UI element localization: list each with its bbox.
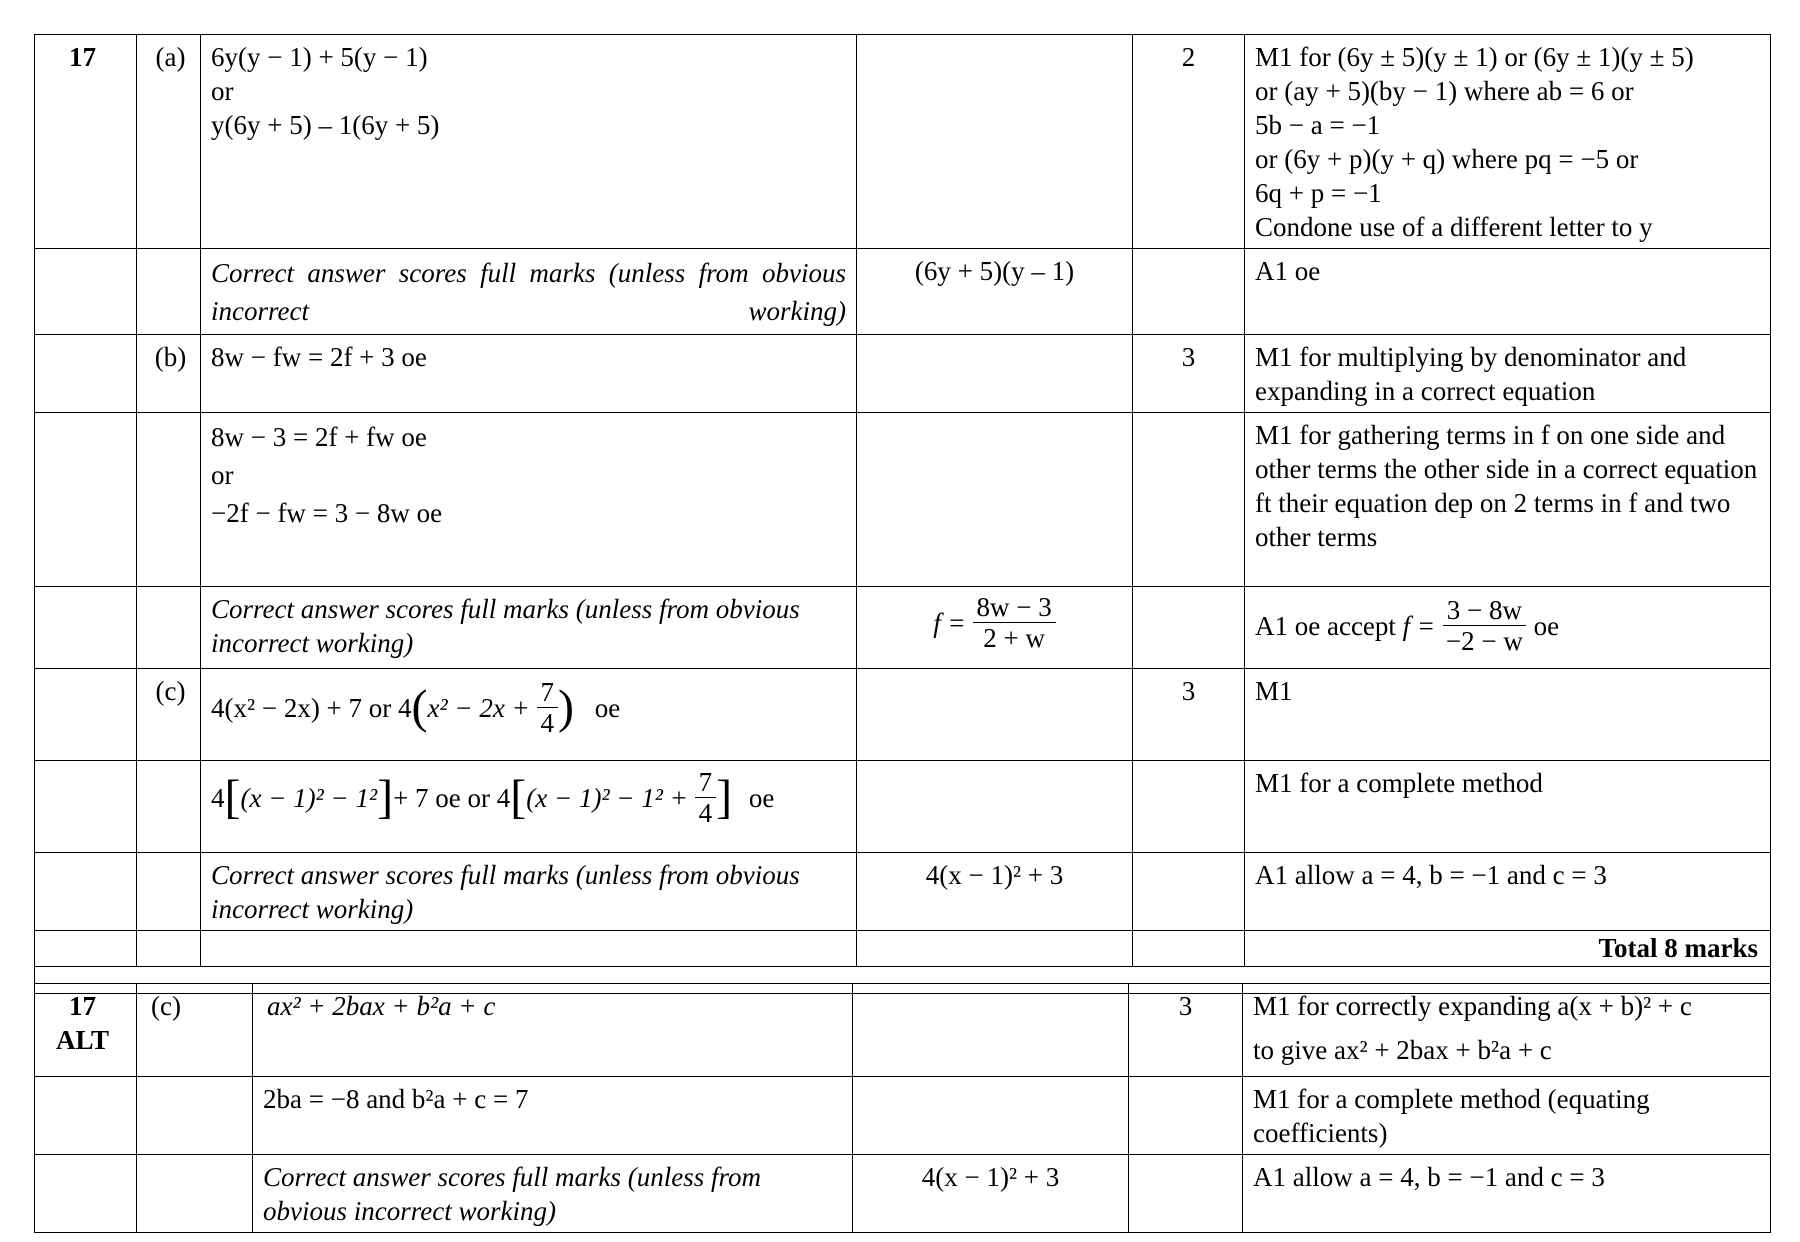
- mark-cell: 3: [1133, 669, 1245, 761]
- q17alt-row-answer: [35, 1155, 1771, 1233]
- q17b-row-answer: [35, 587, 1771, 669]
- working-or: or: [211, 76, 234, 106]
- total-marks: Total 8 marks: [1245, 931, 1771, 967]
- mark-cell: 2: [1133, 35, 1245, 249]
- q17-alt-mark-table: [34, 983, 1771, 1233]
- note-line: Condone use of a different letter to y: [1255, 212, 1653, 242]
- working-line: ax² + 2bax + b²a + c: [253, 984, 853, 1077]
- final-note: A1 allow a = 4, b = −1 and c = 3: [1243, 1155, 1771, 1233]
- final-note: A1 oe: [1245, 249, 1771, 335]
- final-suffix: oe: [1533, 610, 1560, 641]
- fraction-denominator: 4: [540, 708, 555, 738]
- working-cell: [201, 761, 857, 853]
- part-label: (c): [137, 669, 201, 761]
- note-line: M1 for (6y ± 5)(y ± 1) or (6y ± 1)(y ± 5): [1255, 42, 1694, 72]
- part-label: (c): [137, 984, 253, 1077]
- q17b-row-2: [35, 413, 1771, 587]
- working-cell: [201, 35, 857, 249]
- bracket-open: (: [411, 680, 428, 734]
- bracket-close: ): [558, 680, 575, 734]
- working-line: −2f − fw = 3 − 8w oe: [211, 498, 443, 528]
- answer-cell: [857, 587, 1133, 669]
- answer-value: (6y + 5)(y – 1): [857, 249, 1133, 335]
- note-line: to give ax² + 2bax + b²a + c: [1253, 1035, 1552, 1065]
- bracket-close: ]: [716, 770, 733, 824]
- working-cell: [201, 413, 857, 587]
- q17c-row-1: [35, 669, 1771, 761]
- correct-answer-text: Correct answer scores full marks (unless from obvious incorrect working): [201, 587, 857, 669]
- final-note: A1 allow a = 4, b = −1 and c = 3: [1245, 853, 1771, 931]
- working-line: 8w − fw = 2f + 3 oe: [201, 335, 857, 413]
- question-number-cell: [35, 984, 137, 1077]
- working-fraction: [537, 677, 559, 738]
- answer-lhs: f =: [933, 607, 966, 638]
- part-label: (b): [137, 335, 201, 413]
- fraction-denominator: −2 − w: [1445, 626, 1523, 656]
- note-line: M1: [1245, 669, 1771, 761]
- q17a-row-method: [35, 35, 1771, 249]
- fraction-numerator: 7: [695, 767, 717, 798]
- correct-answer-text: Correct answer scores full marks (unless from obvious incorrect working): [253, 1155, 853, 1233]
- notes-cell: [1245, 413, 1771, 587]
- fraction-numerator: 3 − 8w: [1443, 595, 1526, 626]
- bracket-open: [: [224, 770, 241, 824]
- answer-value: 4(x − 1)² + 3: [857, 853, 1133, 931]
- working-or: or: [211, 460, 234, 490]
- correct-answer-text: Correct answer scores full marks (unless from obvious incorrect working): [201, 249, 857, 335]
- fraction-numerator: 8w − 3: [973, 592, 1056, 623]
- final-lhs: f =: [1402, 610, 1436, 641]
- working-line: 2ba = −8 and b²a + c = 7: [253, 1077, 853, 1155]
- q17-mark-table: [34, 34, 1771, 994]
- alt-label: ALT: [55, 1025, 110, 1055]
- working-cell: [201, 669, 857, 761]
- note-line: 5b − a = −1: [1255, 110, 1381, 140]
- correct-answer-text: Correct answer scores full marks (unless from obvious incorrect working): [201, 853, 857, 931]
- q17c-row-answer: [35, 853, 1771, 931]
- final-note: A1 oe accept: [1255, 610, 1396, 641]
- notes-cell: [1245, 35, 1771, 249]
- note-line: ft their equation dep on 2 terms in f and two other terms: [1255, 488, 1731, 552]
- working-left: 4(x² − 2x) + 7 or 4: [211, 692, 412, 723]
- answer-cell: [857, 35, 1133, 249]
- final-fraction: [1442, 595, 1527, 656]
- q17alt-row-2: [35, 1077, 1771, 1155]
- working-line: 8w − 3 = 2f + fw oe: [211, 422, 427, 452]
- working-oe: oe: [594, 692, 621, 723]
- working-inner: (x − 1)² − 1²: [240, 782, 378, 813]
- working-inner: x² − 2x +: [427, 692, 530, 723]
- note-line: 6q + p = −1: [1255, 178, 1382, 208]
- working-middle: + 7 oe or 4: [393, 782, 511, 813]
- working-coef: 4: [211, 782, 225, 813]
- note-line: M1 for a complete method: [1245, 761, 1771, 853]
- note-line: M1 for gathering terms in f on one side and other terms the other side in a correct equation: [1255, 420, 1758, 484]
- question-number: 17: [35, 35, 137, 249]
- note-line: M1 for multiplying by denominator and expanding in a correct equation: [1245, 335, 1771, 413]
- note-line: M1 for correctly expanding a(x + b)² + c: [1253, 991, 1692, 1021]
- part-label: (a): [137, 35, 201, 249]
- note-line: or (6y + p)(y + q) where pq = −5 or: [1255, 144, 1639, 174]
- note-line: or (ay + 5)(by − 1) where ab = 6 or: [1255, 76, 1634, 106]
- bracket-open: [: [510, 770, 527, 824]
- question-number: 17: [69, 991, 96, 1021]
- working-oe: oe: [748, 782, 775, 813]
- working-line: 6y(y − 1) + 5(y − 1): [211, 42, 428, 72]
- note-line: M1 for a complete method (equating coefficients): [1243, 1077, 1771, 1155]
- mark-cell: 3: [1129, 984, 1243, 1077]
- answer-value: 4(x − 1)² + 3: [853, 1155, 1129, 1233]
- total-row: [35, 931, 1771, 967]
- final-note-cell: [1245, 587, 1771, 669]
- q17c-row-2: [35, 761, 1771, 853]
- fraction-numerator: 7: [537, 677, 559, 708]
- working-inner: (x − 1)² − 1² +: [526, 782, 688, 813]
- answer-fraction: [973, 592, 1056, 653]
- q17a-row-answer: [35, 249, 1771, 335]
- mark-cell: 3: [1133, 335, 1245, 413]
- working-line: y(6y + 5) – 1(6y + 5): [211, 110, 440, 140]
- fraction-denominator: 2 + w: [983, 623, 1045, 653]
- notes-cell: [1243, 984, 1771, 1077]
- bracket-close: ]: [377, 770, 394, 824]
- q17b-row-1: [35, 335, 1771, 413]
- q17alt-row-1: [35, 984, 1771, 1077]
- fraction-denominator: 4: [698, 798, 713, 828]
- working-fraction: [695, 767, 717, 828]
